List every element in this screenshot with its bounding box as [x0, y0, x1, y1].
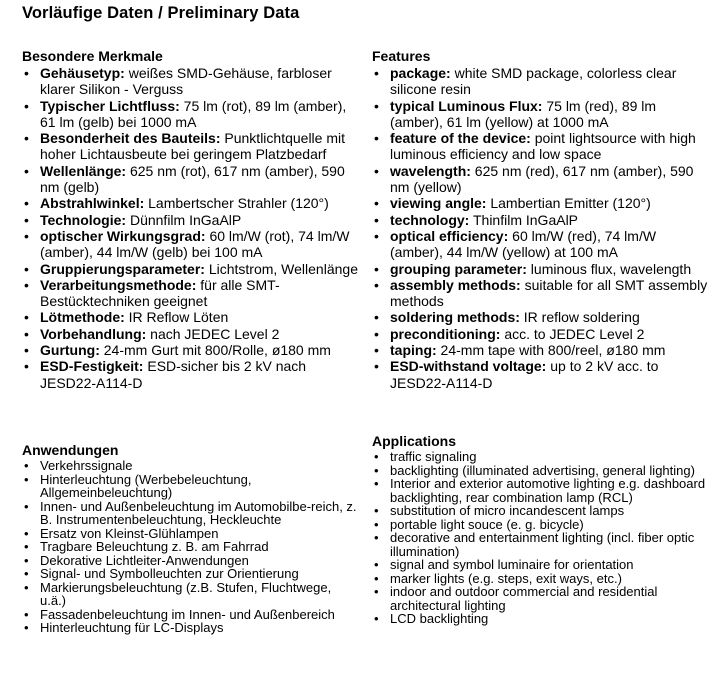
applications-en-list [372, 450, 710, 626]
feature-label: Gruppierungsparameter: [40, 260, 205, 277]
feature-item [22, 261, 360, 277]
feature-item [372, 261, 710, 277]
applications-en-section [372, 433, 710, 626]
feature-label: Verarbeitungsmethode: [40, 276, 197, 293]
feature-label: Gehäusetyp: [40, 65, 125, 81]
feature-item [372, 195, 710, 211]
application-item: • decorative and entertainment lighting (incl. fiber optic illumination) [372, 531, 710, 558]
feature-label: optischer Wirkungsgrad: [40, 227, 206, 244]
application-item: • indoor and outdoor commercial and residential architectural lighting [372, 585, 710, 612]
feature-text: 625 nm (rot), 617 nm (amber), 590 nm (gelb) [40, 162, 345, 196]
feature-label: Besonderheit des Bauteils: [40, 130, 221, 147]
feature-item [372, 277, 710, 310]
feature-label: Gurtung: [40, 342, 100, 359]
feature-item [372, 326, 710, 342]
application-item: • Interior and exterior automotive lighting e.g. dashboard backlighting, rear combination lamp (RCL) [372, 477, 710, 504]
feature-item [22, 163, 360, 196]
feature-label: Lötmethode: [40, 309, 125, 326]
application-item: • substitution of micro incandescent lamps [372, 504, 710, 518]
feature-text: Lichtstrom, Wellenlänge [204, 260, 358, 277]
feature-label: Typischer Lichtfluss: [40, 97, 180, 114]
features-en-list [372, 65, 710, 391]
application-item: • Fassadenbeleuchtung im Innen- und Außenbereich [22, 608, 360, 622]
feature-label: taping: [390, 342, 437, 359]
application-item: • Ersatz von Kleinst-Glühlampen [22, 527, 360, 541]
applications-de-list [22, 459, 360, 635]
feature-text: IR Reflow Löten [124, 309, 229, 326]
feature-text: IR reflow soldering [519, 309, 640, 326]
feature-label: Abstrahlwinkel: [40, 195, 145, 212]
applications-de-heading: Anwendungen [22, 442, 119, 458]
feature-item [372, 309, 710, 325]
feature-text: für alle SMT-Bestücktechniken geeignet [40, 276, 280, 310]
application-item: • backlighting (illuminated advertising, general lighting) [372, 464, 710, 478]
feature-text: ESD-sicher bis 2 kV nach JESD22-A114-D [40, 358, 307, 391]
application-item: • marker lights (e.g. steps, exit ways, etc.) [372, 572, 710, 586]
feature-text: 75 lm (rot), 89 lm (amber), 61 lm (gelb) bei 1000 mA [40, 97, 347, 130]
feature-label: optical efficiency: [390, 227, 509, 244]
feature-label: feature of the device: [390, 130, 531, 147]
application-item: • Signal- und Symbolleuchten zur Orientierung [22, 567, 360, 581]
page-title: Vorläufige Daten / Preliminary Data [22, 4, 300, 22]
feature-text: Dünnfilm InGaAlP [126, 211, 242, 228]
feature-label: preconditioning: [390, 325, 501, 342]
feature-label: soldering methods: [390, 309, 520, 326]
feature-item [22, 212, 360, 228]
feature-item [22, 65, 360, 98]
feature-text: 625 nm (red), 617 nm (amber), 590 nm (yellow) [390, 162, 694, 196]
feature-text: luminous flux, wavelength [526, 260, 692, 277]
feature-text: 24-mm Gurt mit 800/Rolle, ø180 mm [99, 342, 331, 359]
application-item: • Hinterleuchtung (Werbebeleuchtung, Allgemeinbeleuchtung) [22, 473, 360, 500]
application-item: • signal and symbol luminaire for orientation [372, 558, 710, 572]
feature-item [372, 342, 710, 358]
feature-label: wavelength: [390, 162, 471, 179]
feature-item [22, 195, 360, 211]
application-item: • Dekorative Lichtleiter-Anwendungen [22, 554, 360, 568]
application-item: • Hinterleuchtung für LC-Displays [22, 621, 360, 635]
feature-text: 60 lm/W (red), 74 lm/W (amber), 44 lm/W (yellow) at 100 mA [390, 227, 657, 261]
application-item: • Verkehrssignale [22, 459, 360, 473]
feature-label: ESD-withstand voltage: [390, 358, 547, 375]
feature-label: Wellenlänge: [40, 162, 127, 179]
feature-item [22, 277, 360, 310]
feature-text: nach JEDEC Level 2 [146, 325, 280, 342]
features-de-heading: Besondere Merkmale [22, 48, 163, 64]
application-item: • Tragbare Beleuchtung z. B. am Fahrrad [22, 540, 360, 554]
feature-item [372, 358, 710, 391]
feature-text: weißes SMD-Gehäuse, farbloser klarer Silikon - Verguss [40, 65, 332, 98]
feature-item [22, 98, 360, 131]
application-item: • LCD backlighting [372, 612, 710, 626]
feature-text: suitable for all SMT assembly methods [390, 276, 708, 310]
application-item: • Markierungsbeleuchtung (z.B. Stufen, Fluchtwege, u.ä.) [22, 581, 360, 608]
features-en-heading: Features [372, 48, 431, 64]
feature-item [22, 130, 360, 163]
features-de-list [22, 65, 360, 391]
feature-label: package: [390, 65, 451, 81]
feature-label: assembly methods: [390, 276, 521, 293]
feature-item [22, 326, 360, 342]
feature-text: Lambertian Emitter (120°) [486, 195, 651, 212]
feature-item [372, 163, 710, 196]
application-item: • portable light souce (e. g. bicycle) [372, 518, 710, 532]
feature-item [372, 98, 710, 131]
feature-text: 60 lm/W (rot), 74 lm/W (amber), 44 lm/W (gelb) bei 100 mA [40, 227, 350, 261]
feature-label: viewing angle: [390, 195, 487, 212]
applications-de-section [22, 442, 360, 635]
feature-text: white SMD package, colorless clear silicone resin [390, 65, 677, 98]
feature-label: grouping parameter: [390, 260, 527, 277]
feature-item [22, 228, 360, 261]
feature-text: point lightsource with high luminous efficiency and low space [390, 130, 696, 163]
feature-text: Thinfilm InGaAlP [469, 211, 579, 228]
applications-en-heading: Applications [372, 433, 457, 449]
features-de-section [22, 48, 360, 391]
feature-item [22, 342, 360, 358]
feature-text: acc. to JEDEC Level 2 [500, 325, 645, 342]
feature-item [22, 358, 360, 391]
feature-label: Vorbehandlung: [40, 325, 147, 342]
feature-text: Punktlichtquelle mit hoher Lichtausbeute bei geringem Platzbedarf [40, 130, 346, 163]
application-item: • traffic signaling [372, 450, 710, 464]
feature-item [372, 65, 710, 98]
feature-label: technology: [390, 211, 470, 228]
features-en-section [372, 48, 710, 391]
feature-label: typical Luminous Flux: [390, 97, 543, 114]
feature-item [372, 228, 710, 261]
feature-text: up to 2 kV acc. to JESD22-A114-D [390, 358, 659, 391]
feature-text: 75 lm (red), 89 lm (amber), 61 lm (yellow) at 1000 mA [390, 97, 657, 130]
feature-item [372, 212, 710, 228]
feature-item [372, 130, 710, 163]
feature-text: Lambertscher Strahler (120°) [144, 195, 329, 212]
feature-item [22, 309, 360, 325]
feature-label: Technologie: [40, 211, 127, 228]
feature-label: ESD-Festigkeit: [40, 358, 144, 375]
application-item: • Innen- und Außenbeleuchtung im Automobilbe-reich, z. B. Instrumentenbeleuchtung, Heckleuchte [22, 500, 360, 527]
feature-text: 24-mm tape with 800/reel, ø180 mm [436, 342, 666, 359]
